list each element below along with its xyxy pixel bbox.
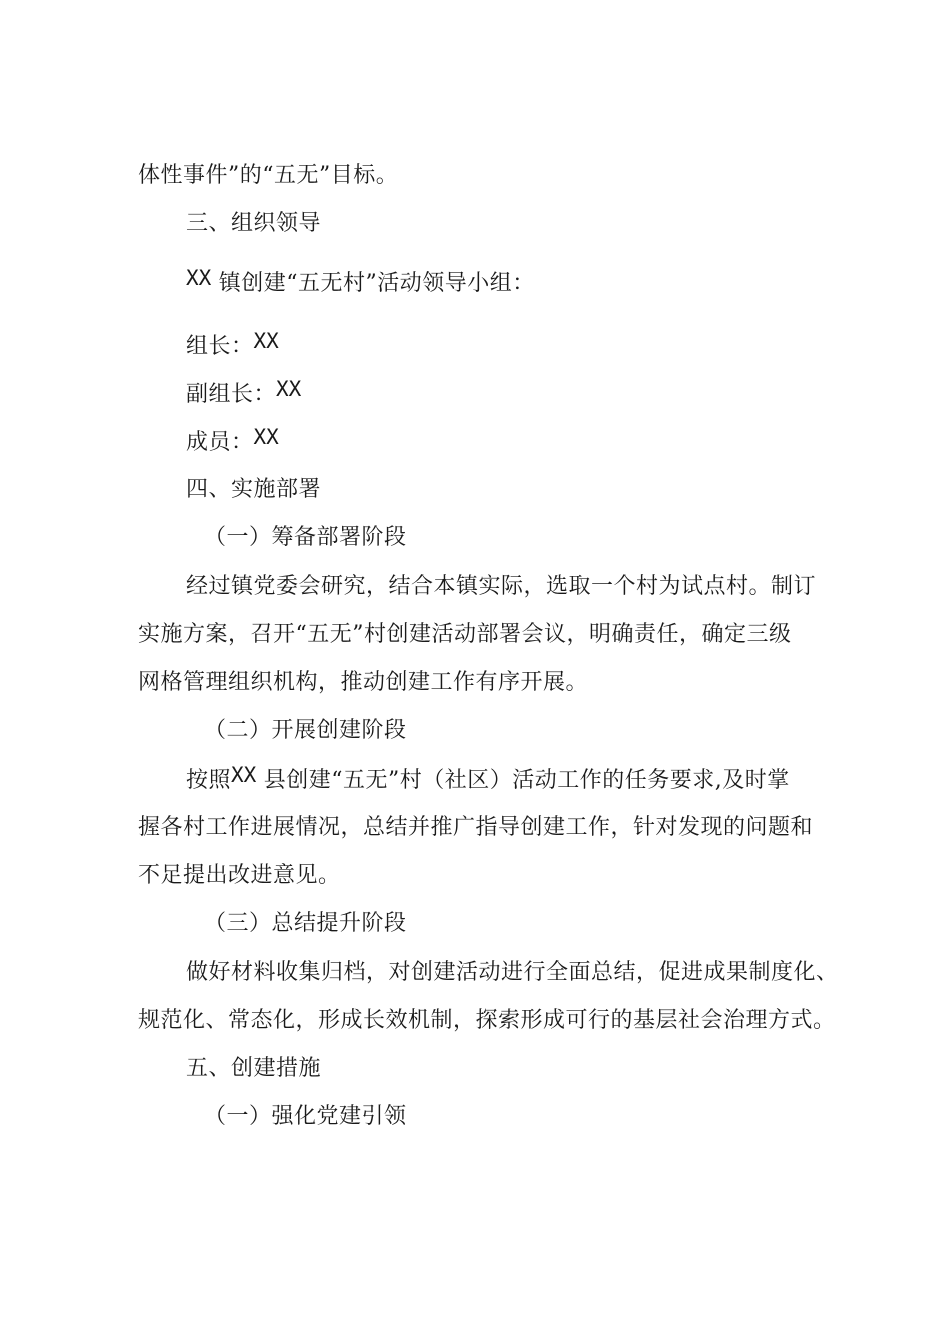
deputy-label: 副组长： [186, 382, 277, 407]
leader-row [186, 331, 279, 362]
paragraph-summary-line-2: 规范化、常态化，形成长效机制，探索形成可行的基层社会治理方式。 [138, 1008, 836, 1033]
paragraph-summary-line-1: 做好材料收集归档，对创建活动进行全面总结，促进成果制度化、 [186, 960, 839, 985]
leader-group-title-text: 镇创建“五无村”活动领导小组： [211, 271, 535, 296]
deputy-value: XX [276, 377, 302, 401]
member-row [186, 427, 279, 458]
member-label: 成员： [186, 430, 254, 455]
paragraph-preparation-line-2: 实施方案，召开“五无”村创建活动部署会议，明确责任，确定三级 [138, 622, 792, 647]
paragraph-preparation-line-1: 经过镇党委会研究，结合本镇实际，选取一个村为试点村。制订 [186, 574, 817, 599]
section-heading-implementation: 四、实施部署 [186, 477, 322, 502]
section-heading-organization: 三、组织领导 [186, 211, 322, 236]
subheading-preparation: （一）筹备部署阶段 [204, 525, 407, 550]
leader-group-title [186, 268, 535, 299]
paragraph-creation-text-b: 县创建“五无”村（社区）活动工作的任务要求,及时掌 [256, 768, 790, 793]
subheading-summary: （三）总结提升阶段 [204, 911, 407, 936]
paragraph-creation-line-3: 不足提出改进意见。 [138, 863, 341, 888]
section-heading-measures: 五、创建措施 [186, 1056, 322, 1081]
paragraph-preparation-line-3: 网格管理组织机构，推动创建工作有序开展。 [138, 670, 589, 695]
town-placeholder: XX [186, 266, 212, 290]
paragraph-creation-line-2: 握各村工作进展情况，总结并推广指导创建工作，针对发现的问题和 [138, 815, 814, 840]
subheading-party-building: （一）强化党建引领 [204, 1104, 407, 1129]
paragraph-continuation: 体性事件”的“五无”目标。 [138, 163, 399, 188]
member-value: XX [253, 425, 279, 449]
leader-label: 组长： [186, 334, 254, 359]
deputy-leader-row [186, 379, 301, 410]
paragraph-creation-line-1 [186, 765, 790, 796]
county-placeholder: XX [231, 763, 257, 787]
paragraph-creation-text-a: 按照 [186, 768, 232, 793]
leader-value: XX [253, 329, 279, 353]
subheading-creation: （二）开展创建阶段 [204, 718, 407, 743]
